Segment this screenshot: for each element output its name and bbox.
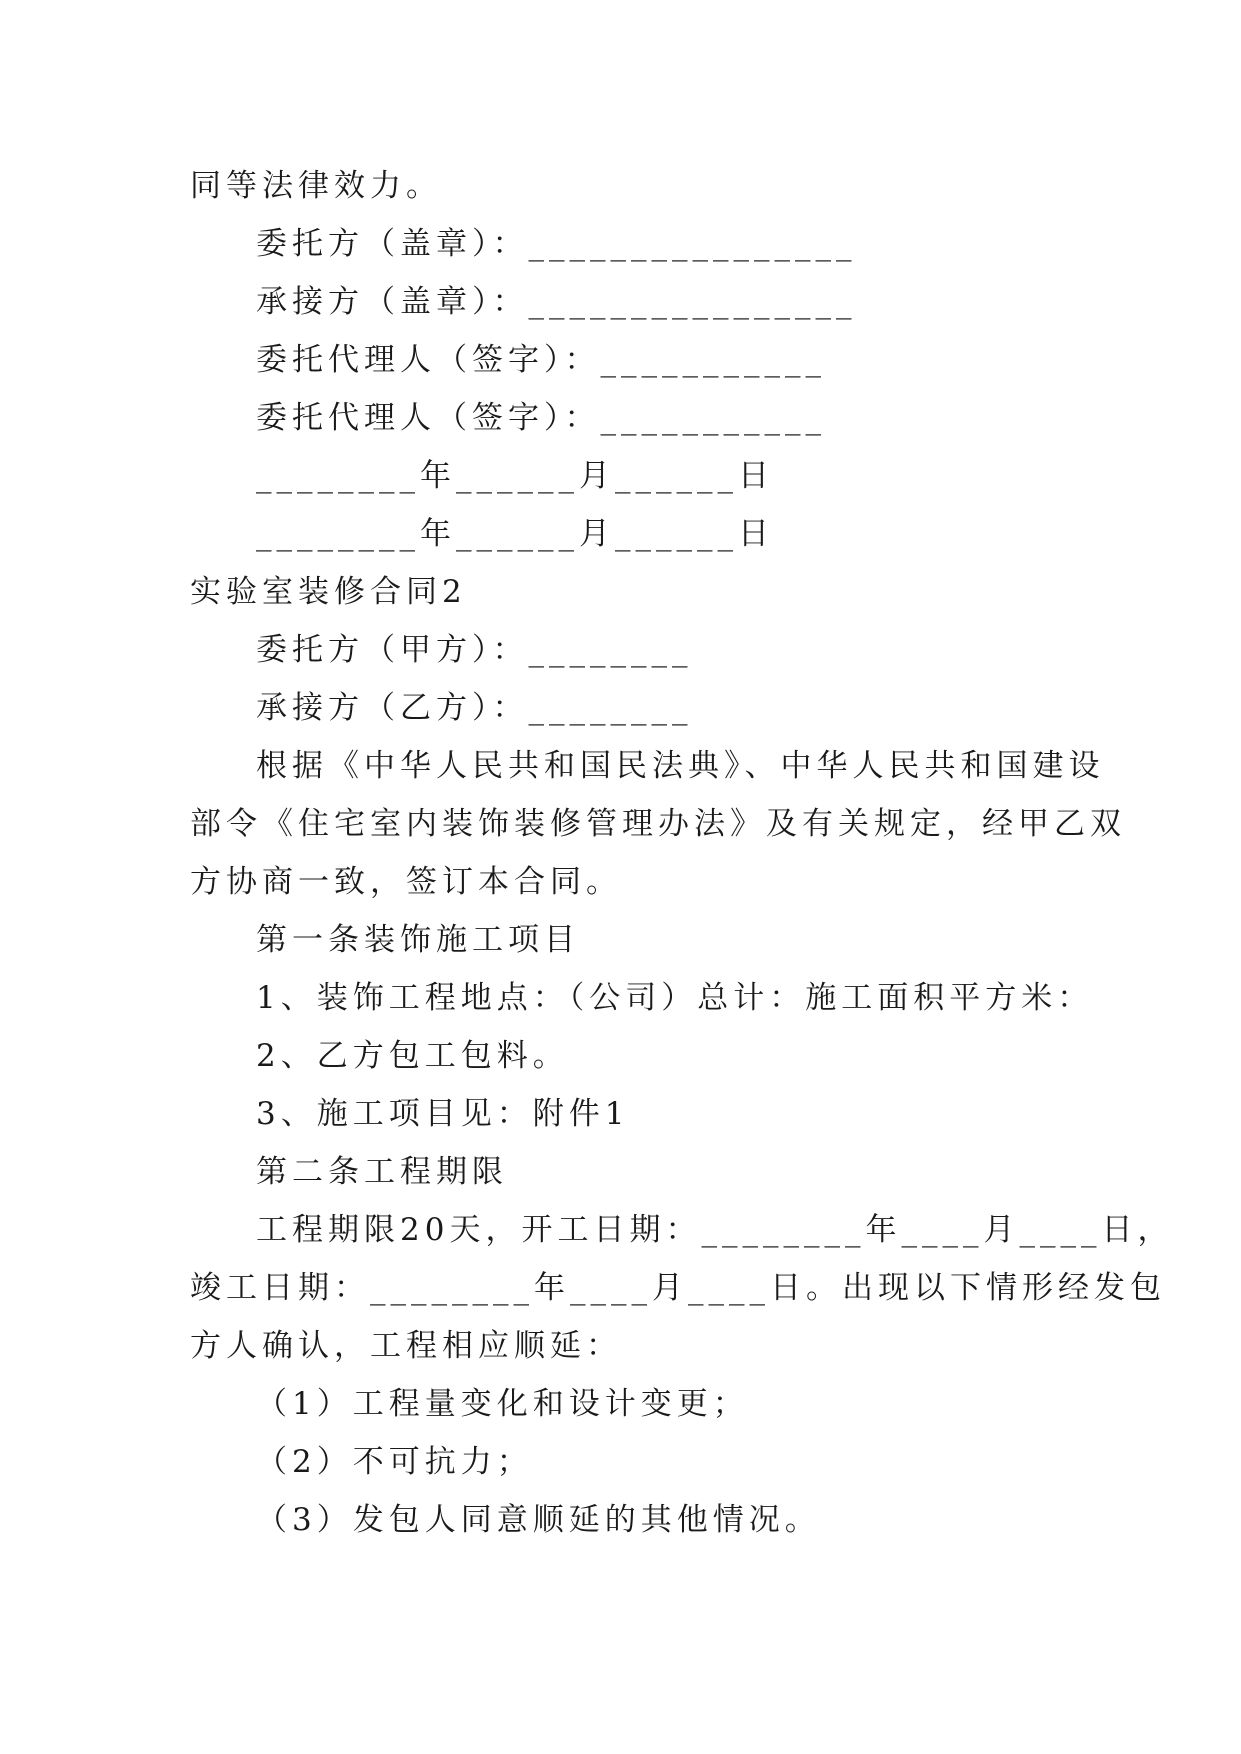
paragraph-line: 部令《住宅室内装饰装修管理办法》及有关规定，经甲乙双 (190, 806, 1126, 842)
contract-title: 实验室装修合同2 (190, 574, 467, 610)
paragraph-line: 方协商一致，签订本合同。 (190, 864, 622, 900)
paragraph-line: 根据《中华人民共和国民法典》、中华人民共和国建设 (256, 748, 1105, 784)
signature-line-client-seal: 委托方（盖章）：________________ (256, 226, 857, 262)
list-item: 3、施工项目见：附件1 (256, 1096, 630, 1132)
date-line: ________年______月______日 (256, 516, 774, 552)
list-item: 1、装饰工程地点：（公司）总计：施工面积平方米： (256, 980, 1094, 1016)
list-item: （1）工程量变化和设计变更； (256, 1386, 749, 1422)
signature-line-agent-1: 委托代理人（签字）：___________ (256, 342, 826, 378)
party-a-line: 委托方（甲方）：________ (256, 632, 693, 668)
text-line: 同等法律效力。 (190, 168, 442, 204)
article-heading: 第一条装饰施工项目 (256, 922, 580, 958)
paragraph-line: 竣工日期：________年____月____日。出现以下情形经发包 (190, 1270, 1166, 1306)
signature-line-contractor-seal: 承接方（盖章）：________________ (256, 284, 857, 320)
paragraph-line: 方人确认，工程相应顺延： (190, 1328, 622, 1364)
article-heading: 第二条工程期限 (256, 1154, 508, 1190)
date-line: ________年______月______日 (256, 458, 774, 494)
list-item: （2）不可抗力； (256, 1444, 533, 1480)
party-b-line: 承接方（乙方）：________ (256, 690, 693, 726)
signature-line-agent-2: 委托代理人（签字）：___________ (256, 400, 826, 436)
paragraph-line: 工程期限20天，开工日期：________年____月____日， (256, 1212, 1174, 1248)
list-item: 2、乙方包工包料。 (256, 1038, 569, 1074)
list-item: （3）发包人同意顺延的其他情况。 (256, 1502, 821, 1538)
